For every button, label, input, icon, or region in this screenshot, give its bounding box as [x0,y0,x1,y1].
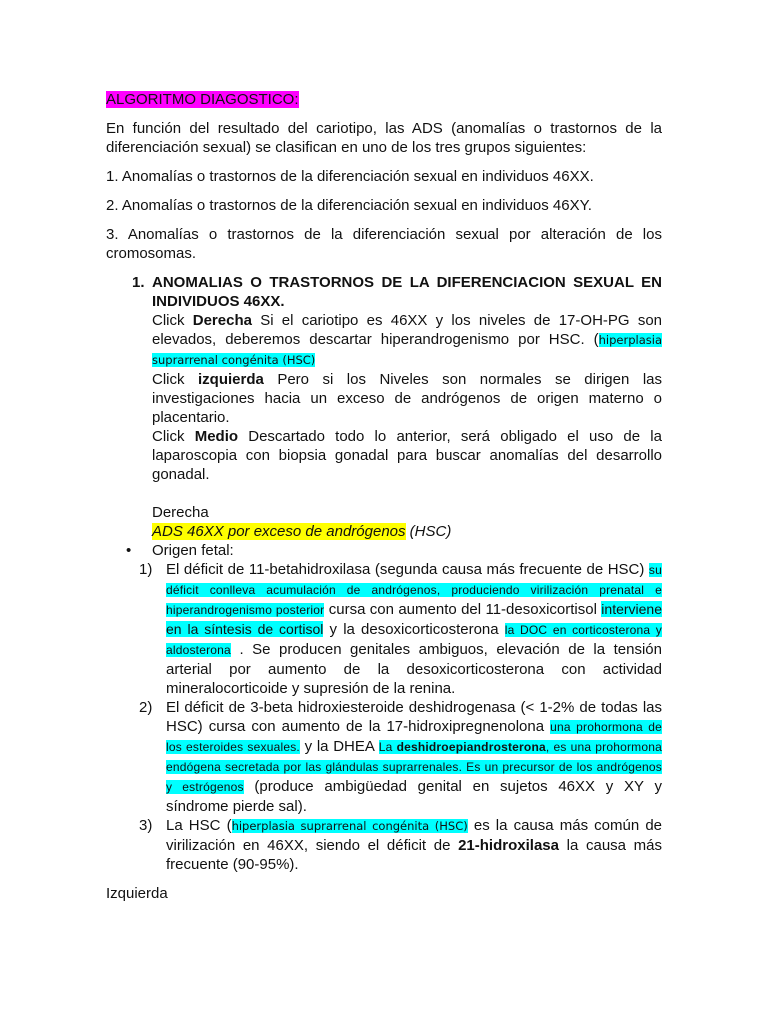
item1-d: . Se producen genitales ambiguos, elevación de la tensión arterial por aumento de la desoxicorticosterona con actividad mineralocorticoide y supresión de la renina. [166,641,662,697]
item1-a: El déficit de 11-betahidroxilasa (segunda causa más frecuente de HSC) [166,561,649,578]
subtitle-highlight: ADS 46XX por exceso de andrógenos [152,523,406,540]
item2-hl2a: La [378,740,397,754]
section-heading-text: ANOMALIAS O TRASTORNOS DE LA DIFERENCIACION SEXUAL EN INDIVIDUOS 46XX. [152,274,662,310]
intro-paragraph: En función del resultado del cariotipo, las ADS (anomalías o trastornos de la diferenciación sexual) se clasifican en uno de los tres grupos siguientes: [106,120,662,156]
click-left-keyword: izquierda [197,371,264,388]
ordered-list [139,560,662,874]
item2-b: y la DHEA [299,738,379,755]
item2-hl1: una prohormona de los esteroides sexuales. [166,720,662,754]
item2-c: (produce ambigüedad genital en sujetos 46XX y XY y síndrome pierde sal). [166,778,662,815]
click-left-text: Pero si los Niveles son normales se dirigen las investigaciones hacia un exceso de andrógenos de origen materno o placentario. [152,371,662,426]
derecha-label: Derecha [152,504,209,521]
list-item [139,698,662,816]
group-2: 2. Anomalías o trastornos de la diferenciación sexual en individuos 46XY. [106,197,592,214]
title-highlight: ALGORITMO DIAGOSTICO: [106,91,299,108]
item1-b: cursa con aumento del 11-desoxicortisol [324,601,602,618]
subtitle-rest: (HSC) [405,523,452,540]
izquierda-label: Izquierda [106,885,168,902]
list-item-number: 1) [139,561,153,578]
list-item-number: 2) [139,699,153,716]
item1-c: y la desoxicorticosterona [323,621,505,638]
item3-hl1: hiperplasia suprarrenal congénita (HSC) [231,819,468,833]
bullet-origen [126,541,662,560]
group-1: 1. Anomalías o trastornos de la diferenciación sexual en individuos 46XX. [106,168,594,185]
click-right-text: Si el cariotipo es 46XX y los niveles de 17-OH-PG son elevados, deberemos descartar hiperandrogenismo por HSC. ( [152,312,662,348]
click-middle-keyword: Medio [194,428,239,445]
item2-a: El déficit de 3-beta hidroxiesteroide deshidrogenasa (< 1-2% de todas las HSC) cursa con aumento de la 17-hidroxipregnenolona [166,699,662,735]
list-item-text [166,560,662,698]
click-right-prefix: Click [152,312,193,329]
item1-hl3: la DOC en corticosterona y aldosterona [166,623,662,657]
item2-hl2b: deshidroepiandrosterona [396,740,546,754]
item3-c: la causa más frecuente (90-95%). [166,837,662,873]
item1-hl2: interviene en la síntesis de cortisol [166,601,662,637]
hsc-note: hiperplasia suprarrenal congénita (HSC) [152,333,662,367]
list-item-text [166,698,662,816]
click-middle-text: Descartado todo lo anterior, será obligado el uso de la laparoscopia con biopsia gonadal para buscar anomalías del desarrollo gonadal. [152,428,662,483]
item3-bold: 21-hidroxilasa [458,837,559,854]
group-3: 3. Anomalías o trastornos de la diferenciación sexual por alteración de los cromosomas. [106,226,662,262]
section-heading [106,273,662,311]
section-number: 1. [132,274,145,291]
item2-hl2c: , es una prohormona endógena secretada por las glándulas suprarrenales. Es un precursor de los andrógenos y estrógenos [166,740,662,794]
list-item [139,560,662,698]
list-item-number: 3) [139,817,153,834]
derecha-subtitle [152,522,662,541]
bullet-mark: • [126,542,132,559]
document-page [106,90,662,903]
click-left-paragraph [152,370,662,427]
click-middle-paragraph [152,427,662,484]
click-right-keyword: Derecha [192,312,252,329]
click-left-prefix: Click [152,371,198,388]
item1-hl1: su déficit conlleva acumulación de andrógenos, produciendo virilización prenatal e hiperandrogenismo posterior [166,563,662,617]
click-middle-prefix: Click [152,428,195,445]
item3-b: es la causa más común de virilización en 46XX, siendo el déficit de [166,817,663,854]
bullet-text: Origen fetal: [152,542,234,559]
list-item-text [166,816,662,874]
click-right-paragraph [152,311,662,370]
list-item [139,816,662,874]
page-title [106,90,662,109]
item3-a: La HSC ( [166,817,232,834]
